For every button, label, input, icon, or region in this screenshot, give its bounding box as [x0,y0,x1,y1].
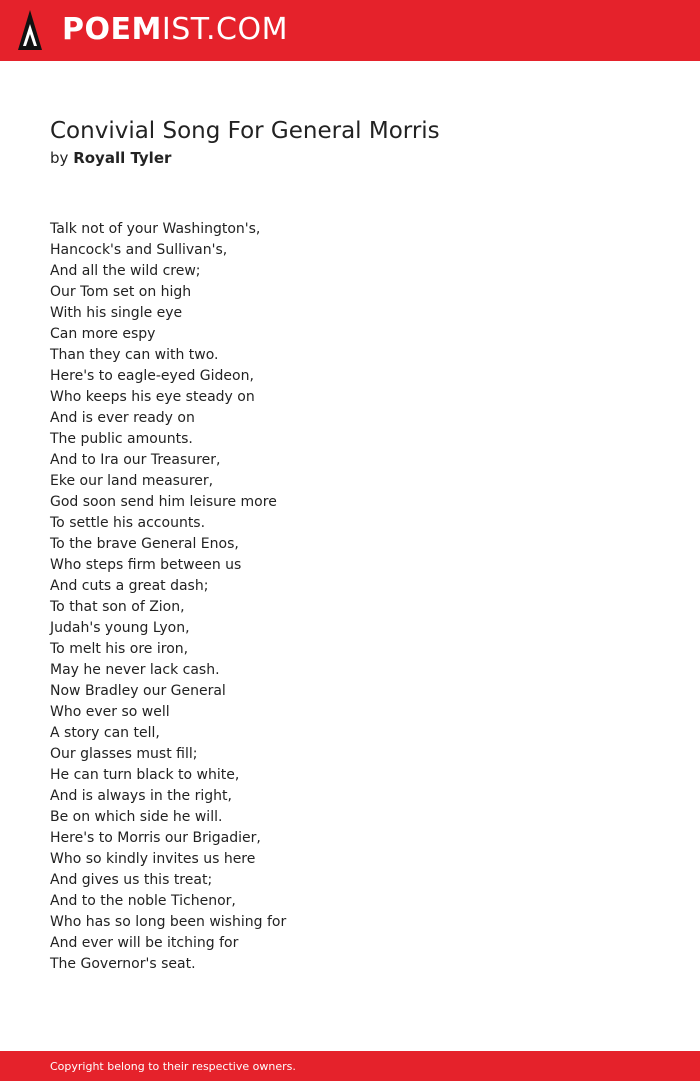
logo-bold-text: POEM [62,12,162,47]
byline [50,148,171,169]
poem-line: Eke our land measurer, [50,473,214,489]
poem-line: A story can tell, [50,725,160,741]
poem-line: Who ever so well [50,704,170,720]
poem-body [50,219,650,975]
poem-line: And to the noble Tichenor, [50,893,236,909]
poem-line: To melt his ore iron, [50,641,189,657]
poem-line: And all the wild crew; [50,263,201,279]
poem-line: With his single eye [50,305,183,321]
poem-line: To the brave General Enos, [50,536,239,552]
poem-line: May he never lack cash. [50,662,220,678]
pencil-icon[interactable] [17,10,43,52]
poem-line: Be on which side he will. [50,809,223,825]
poem-line: And ever will be itching for [50,935,239,951]
poem-line: And cuts a great dash; [50,578,209,594]
poem-line: Here's to eagle-eyed Gideon, [50,368,254,384]
poem-line: Here's to Morris our Brigadier, [50,830,261,846]
site-header [0,0,700,61]
poem-line: Our Tom set on high [50,284,192,300]
site-logo[interactable] [62,11,288,49]
copyright-text: Copyright belong to their respective owners. [50,1060,296,1073]
poem-line: Who steps firm between us [50,557,242,573]
poem-line: And is always in the right, [50,788,232,804]
poem-line: Now Bradley our General [50,683,226,699]
poem-line: Hancock's and Sullivan's, [50,242,228,258]
poem-line: God soon send him leisure more [50,494,277,510]
logo-light-text: IST.COM [161,12,288,47]
poem-line: To settle his accounts. [50,515,206,531]
by-label: by [50,149,69,167]
poem-line: The public amounts. [50,431,193,447]
poem-line: Than they can with two. [50,347,219,363]
author-name: Royall Tyler [73,149,172,167]
poem-line: And to Ira our Treasurer, [50,452,221,468]
poem-title: Convivial Song For General Morris [50,118,440,144]
poem-line: Judah's young Lyon, [50,620,190,636]
poem-line: He can turn black to white, [50,767,240,783]
poem-line: Talk not of your Washington's, [50,221,261,237]
poem-line: Who so kindly invites us here [50,851,256,867]
poem-line: And gives us this treat; [50,872,213,888]
site-footer [0,1051,700,1081]
poem-line: Who keeps his eye steady on [50,389,255,405]
poem-line: Who has so long been wishing for [50,914,287,930]
poem-line: Can more espy [50,326,156,342]
poem-line: The Governor's seat. [50,956,196,972]
poem-line: Our glasses must fill; [50,746,198,762]
poem-line: And is ever ready on [50,410,195,426]
poem-line: To that son of Zion, [50,599,185,615]
